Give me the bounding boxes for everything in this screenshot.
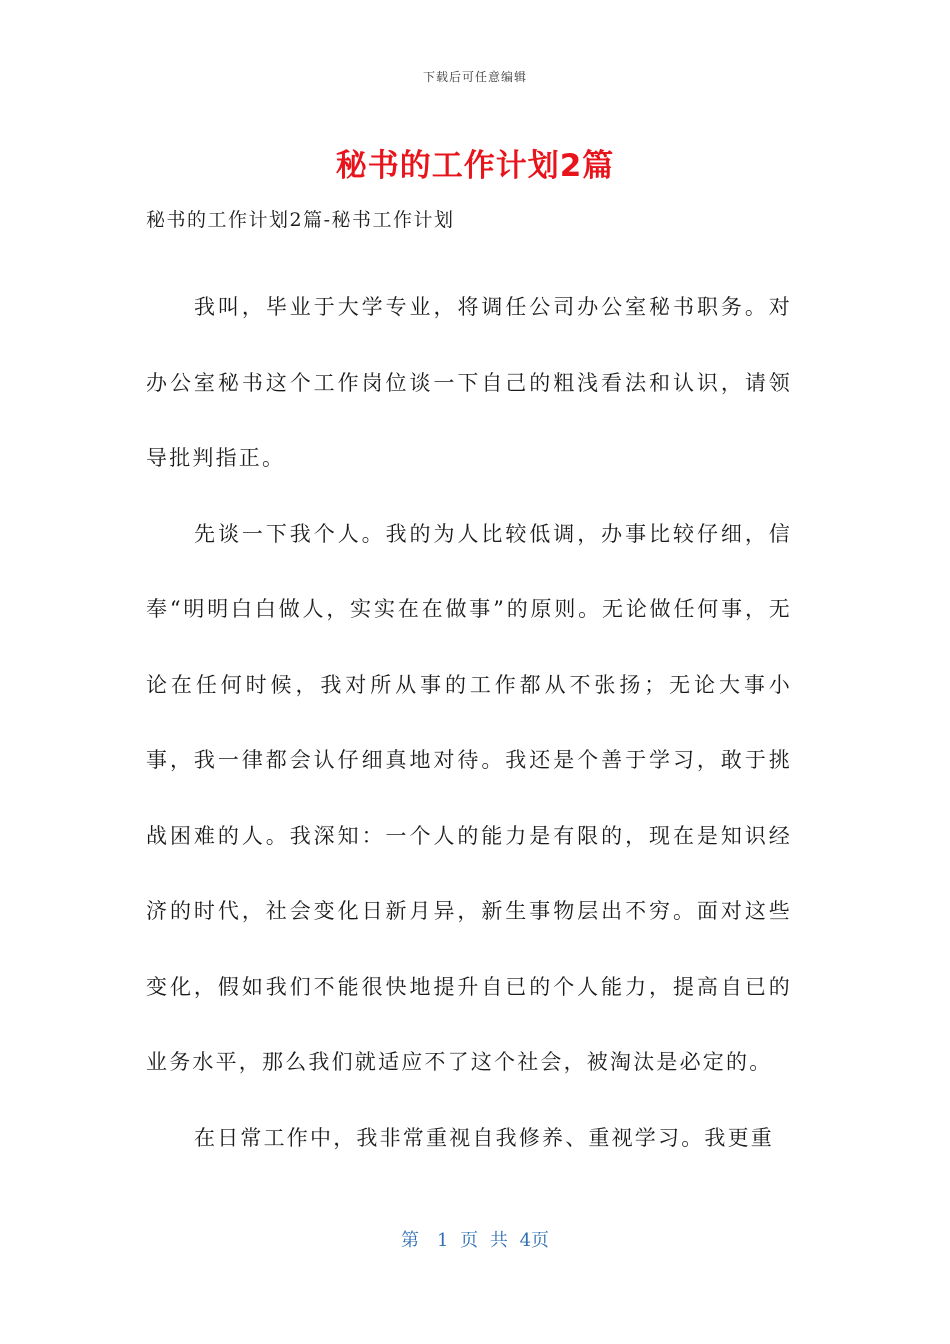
paragraph: 我叫，毕业于大学专业，将调任公司办公室秘书职务。对办公室秘书这个工作岗位谈一下自己的粗浅看法和认识，请领导批判指正。 <box>146 295 792 470</box>
paragraph: 先谈一下我个人。我的为人比较低调，办事比较仔细，信奉“明明白白做人，实实在在做事”的原则。无论做任何事，无论在任何时候，我对所从事的工作都从不张扬；无论大事小事，我一律都会认仔细真地对待。我还是个善于学习，敢于挑战困难的人。我深知：一个人的能力是有限的，现在是知识经济的时代，社会变化日新月异，新生事物层出不穷。面对这些变化，假如我们不能很快地提升自已的个人能力，提高自已的业务水平，那么我们就适应不了这个社会，被淘汰是必定的。 <box>146 521 792 1074</box>
document-subtitle: 秘书的工作计划2篇-秘书工作计划 <box>146 209 455 231</box>
document-title: 秘书的工作计划2篇 <box>335 148 615 184</box>
paragraph: 在日常工作中，我非常重视自我修养、重视学习。我更重 <box>194 1125 774 1150</box>
header-note: 下载后可任意编辑 <box>422 70 527 84</box>
page-number-footer: 第 1 页 共 4页 <box>400 1230 550 1251</box>
document-body <box>146 270 792 1176</box>
